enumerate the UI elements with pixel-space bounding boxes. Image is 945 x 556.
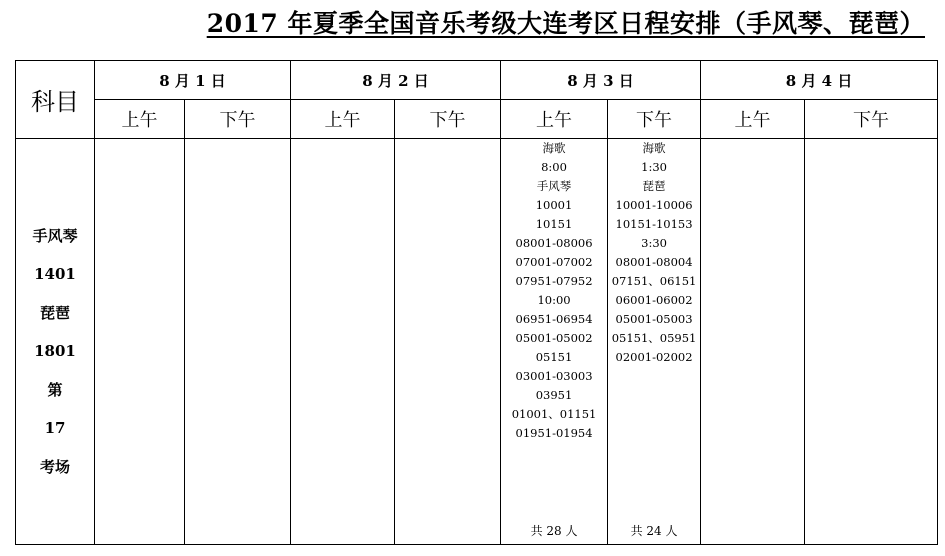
subject-line: 1801: [34, 342, 76, 361]
schedule-line: 05001-05003: [615, 312, 693, 326]
aug4-am-slot: [701, 139, 805, 545]
schedule-line: 10001: [535, 198, 573, 212]
aug2-pm-header: 下午: [395, 100, 501, 139]
aug4-pm-slot: [805, 139, 938, 545]
date-aug1: 8 月 1 日: [95, 61, 291, 100]
date-aug3: 8 月 3 日: [501, 61, 701, 100]
aug3-am-header: 上午: [501, 100, 608, 139]
aug2-pm-slot: [395, 139, 501, 545]
schedule-line: 10151-10153: [615, 217, 693, 231]
schedule-line: 手风琴: [536, 179, 572, 193]
schedule-line: 海歌: [542, 141, 566, 155]
schedule-line: 琵琶: [642, 179, 666, 193]
schedule-line: 3:30: [641, 236, 667, 250]
aug1-am-header: 上午: [95, 100, 185, 139]
subject-header: 科目: [16, 61, 95, 139]
aug1-am-slot: [95, 139, 185, 545]
aug3-pm-lines: [608, 139, 700, 367]
subject-column: [16, 139, 95, 545]
aug3-pm-total: 共 24 人: [630, 524, 678, 538]
aug3-am-lines: [501, 139, 607, 443]
schedule-line: 10001-10006: [615, 198, 693, 212]
schedule-line: 06951-06954: [515, 312, 593, 326]
schedule-line: 10151: [535, 217, 573, 231]
schedule-line: 07001-07002: [515, 255, 593, 269]
aug4-pm-header: 下午: [805, 100, 938, 139]
schedule-line: 08001-08006: [515, 236, 593, 250]
schedule-line: 海歌: [642, 141, 666, 155]
aug3-pm-slot: [608, 139, 701, 545]
schedule-table: [15, 60, 938, 545]
subject-line: 1401: [34, 265, 76, 284]
subject-line: 第: [47, 380, 63, 399]
subject-line: 琵琶: [39, 303, 70, 322]
schedule-line: 8:00: [541, 160, 567, 174]
schedule-line: 08001-08004: [615, 255, 693, 269]
schedule-line: 10:00: [537, 293, 571, 307]
aug1-pm-header: 下午: [185, 100, 291, 139]
schedule-line: 05151、05951: [611, 331, 697, 345]
schedule-line: 03951: [535, 388, 573, 402]
aug1-pm-slot: [185, 139, 291, 545]
aug3-pm-header: 下午: [608, 100, 701, 139]
schedule-line: 1:30: [641, 160, 667, 174]
aug3-am-total: 共 28 人: [530, 524, 578, 538]
page-title: 2017 年夏季全国音乐考级大连考区日程安排（手风琴、琵琶）: [206, 9, 925, 38]
subject-line: 17: [44, 419, 66, 438]
schedule-line: 01951-01954: [515, 426, 593, 440]
aug4-am-header: 上午: [701, 100, 805, 139]
date-aug2: 8 月 2 日: [291, 61, 501, 100]
subject-line: 考场: [39, 457, 70, 476]
schedule-line: 02001-02002: [615, 350, 693, 364]
aug3-am-slot: [501, 139, 608, 545]
aug2-am-slot: [291, 139, 395, 545]
schedule-line: 07951-07952: [515, 274, 593, 288]
subject-line: 手风琴: [32, 226, 78, 245]
page-title-wrap: [0, 4, 945, 40]
date-aug4: 8 月 4 日: [701, 61, 938, 100]
schedule-line: 01001、01151: [511, 407, 597, 421]
schedule-line: 05151: [535, 350, 573, 364]
schedule-line: 07151、06151: [611, 274, 697, 288]
schedule-line: 03001-03003: [515, 369, 593, 383]
schedule-line: 05001-05002: [515, 331, 593, 345]
schedule-line: 06001-06002: [615, 293, 693, 307]
aug2-am-header: 上午: [291, 100, 395, 139]
